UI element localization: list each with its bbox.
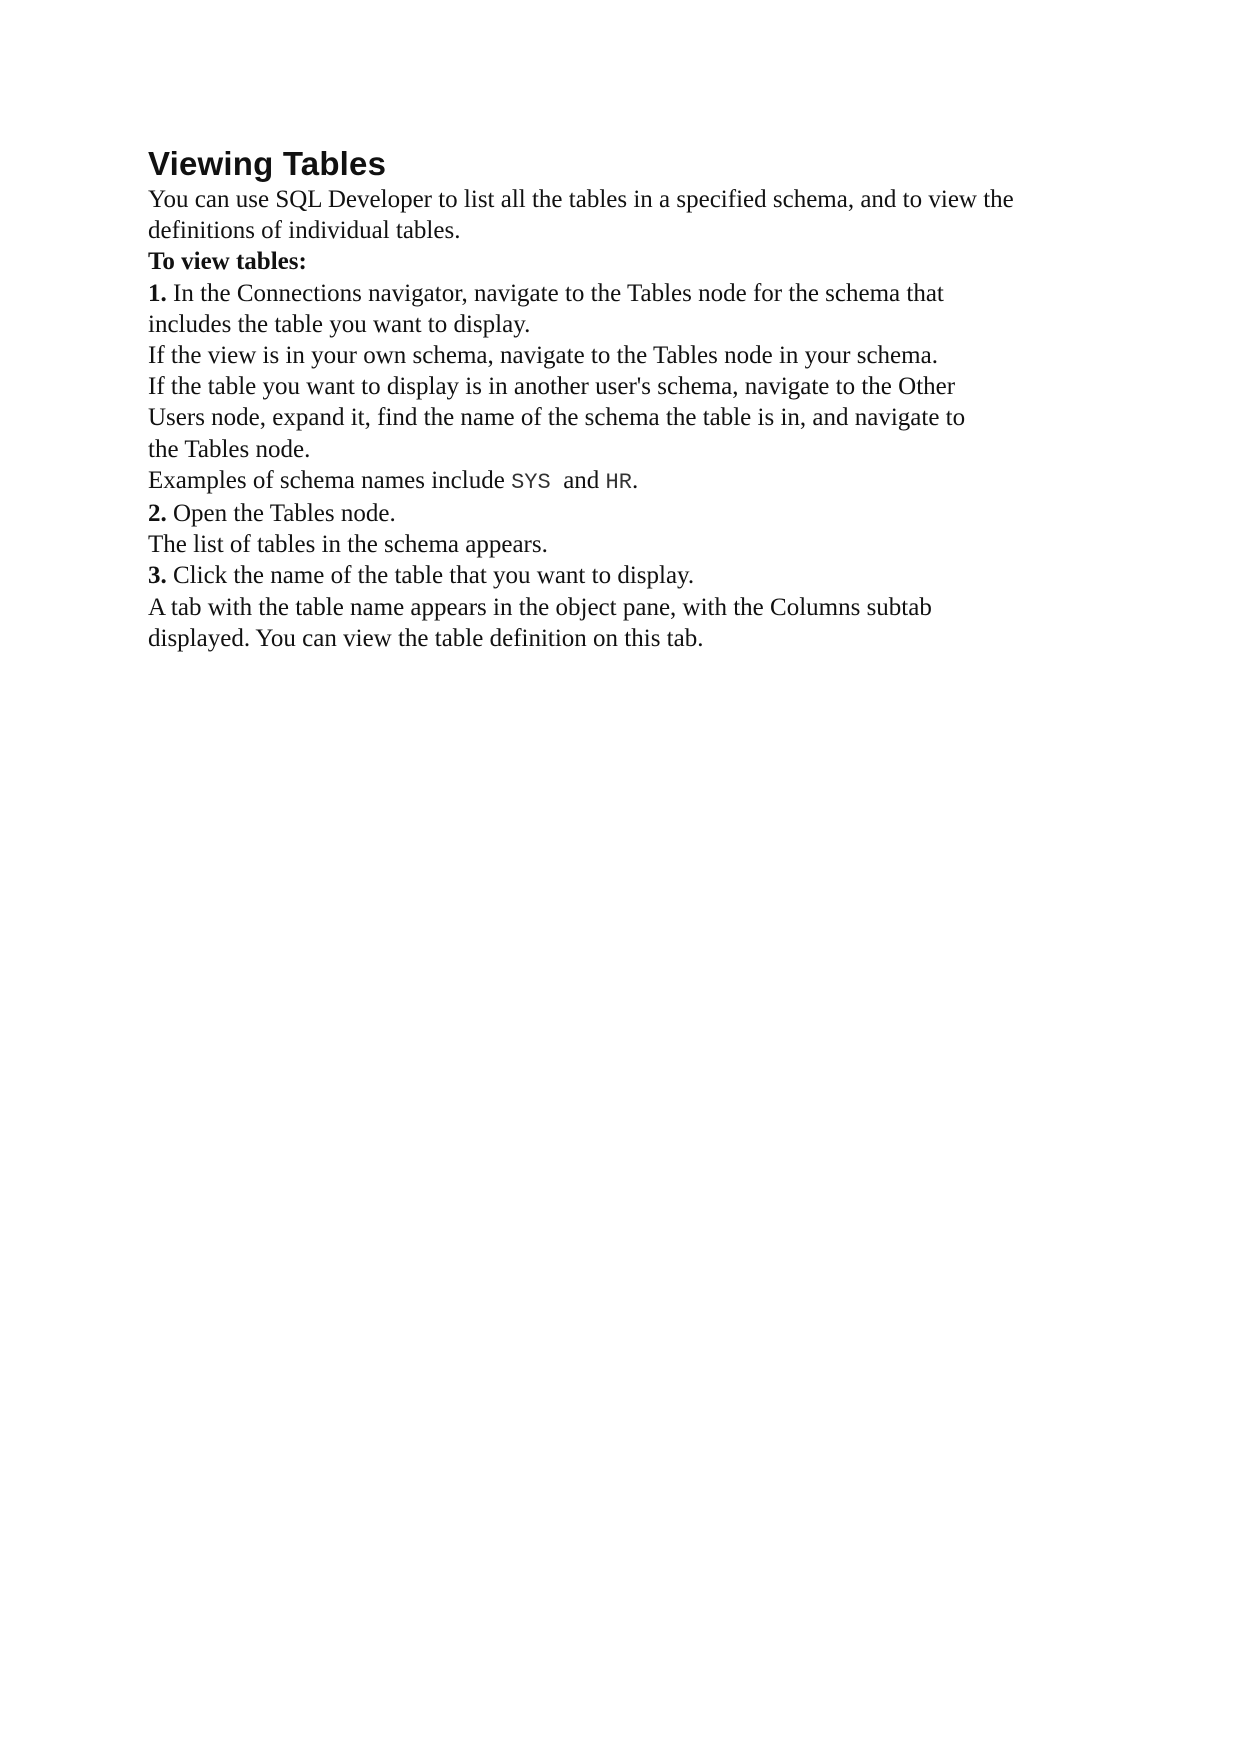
- step-2: [148, 498, 1108, 529]
- step-3: [148, 560, 1108, 591]
- step-1: [148, 278, 1108, 340]
- step-1-line: includes the table you want to display.: [148, 310, 531, 338]
- step-1-line: [148, 278, 1108, 309]
- examples-suffix: .: [631, 466, 639, 494]
- step-2-result: The list of tables in the schema appears.: [148, 531, 548, 559]
- note-line: If the table you want to display is in another user's schema, navigate to the Other: [148, 373, 956, 401]
- intro-line: definitions of individual tables.: [148, 217, 461, 245]
- result-line: displayed. You can view the table definition on this tab.: [148, 624, 704, 652]
- page-title: Viewing Tables: [148, 145, 387, 182]
- result-line: A tab with the table name appears in the object pane, with the Columns subtab: [148, 593, 932, 621]
- code-hr: HR: [605, 469, 632, 495]
- document-page: [148, 144, 1108, 654]
- note-other-schema: [148, 371, 1108, 465]
- note-line: the Tables node.: [148, 435, 311, 463]
- step-text: In the Connections navigator, navigate to the Tables node for the schema that: [166, 279, 944, 307]
- note-line: Users node, expand it, find the name of the schema the table is in, and navigate to: [148, 404, 966, 432]
- step-text: Open the Tables node.: [166, 500, 396, 528]
- examples-prefix: Examples of schema names include: [148, 466, 512, 494]
- step-3-result: [148, 592, 1108, 654]
- examples-line: [148, 465, 1108, 498]
- examples-middle: and: [550, 466, 606, 494]
- intro-paragraph: [148, 184, 1108, 246]
- step-number: 1.: [148, 279, 167, 307]
- step-number: 3.: [148, 562, 167, 590]
- step-text: Click the name of the table that you want to display.: [166, 562, 695, 590]
- intro-line: You can use SQL Developer to list all the tables in a specified schema, and to view the: [148, 186, 1014, 213]
- note-own-schema: If the view is in your own schema, navigate to the Tables node in your schema.: [148, 342, 938, 370]
- step-number: 2.: [148, 500, 167, 528]
- procedure-heading: To view tables:: [148, 248, 307, 276]
- code-sys: SYS: [511, 469, 551, 495]
